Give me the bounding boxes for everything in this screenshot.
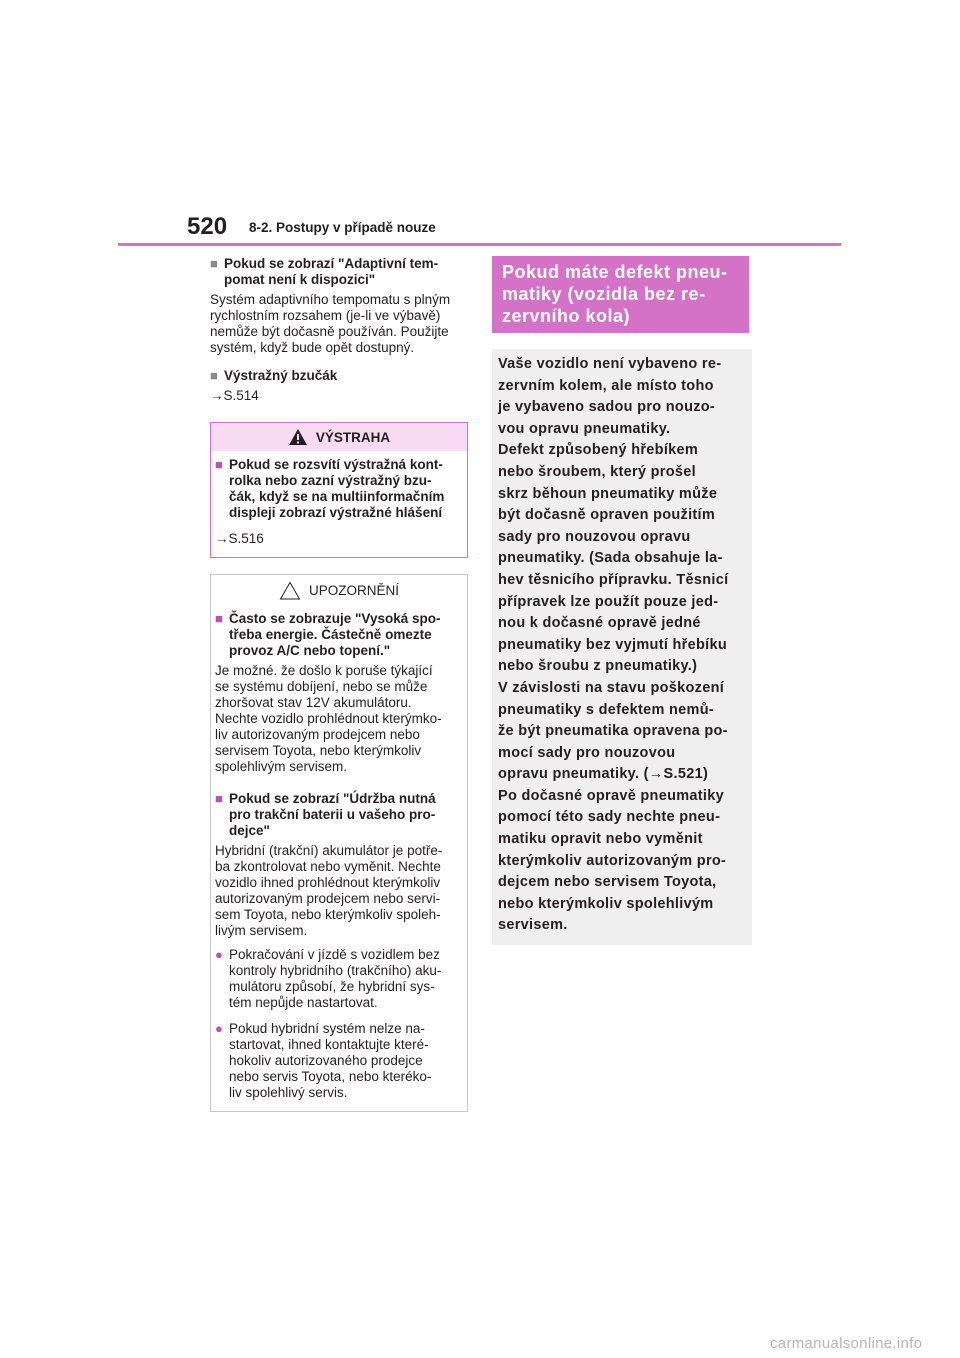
subheading-adaptive-cruise — [210, 256, 468, 288]
page-reference: →S.516 — [215, 531, 264, 546]
section-title: 8-2. Postupy v případě nouze — [249, 220, 436, 235]
notice-item-energy — [215, 611, 459, 659]
bullet-text: Pokud hybridní systém nelze na- startovat, ihned kontaktujte které- hokoliv autorizovaného prodejce nebo servis Toyota, nebo kteréko- liv spolehlivý servis. — [229, 1021, 432, 1100]
square-bullet-icon: ■ — [215, 611, 223, 626]
warning-header — [211, 423, 467, 451]
subheading-buzzer — [210, 368, 468, 384]
left-column — [210, 256, 468, 1112]
subheading-text: Výstražný bzučák — [224, 368, 338, 383]
watermark: carmanualsonline.info — [770, 1335, 923, 1352]
square-bullet-icon: ■ — [210, 256, 218, 271]
page-number: 520 — [187, 213, 228, 240]
notice-header — [211, 575, 467, 605]
warning-item — [215, 457, 459, 521]
notice-item-title: Pokud se zobrazí "Údržba nutná pro trakční baterii u vašeho pro- dejce" — [229, 791, 436, 838]
right-info-text: Vaše vozidlo není vybaveno re- zervním kolem, ale místo toho je vybaveno sadou pro nouzo- vou opravu pneumatiky. Defekt způsobený hřebíkem nebo šroubem, který prošel skrz běhoun pneumatiky může být dočasně opraven použitím sady pro nouzovou opravu pneumatiky. (Sada obsahuje la- hev těsnicího přípravku. Těsnicí přípravek lze použít pouze jed- nou k dočasné opravě jedné pneumatiky bez vyjmutí hřebíku nebo šroubu z pneumatiky.) V závislosti na stavu poškození pneumatiky s defektem nemů- že být pneumatika opravena po- mocí sady pro nouzovou opravu pneumatiky. (→S.521) Po dočasné opravě pneumatiky pomocí této sady nechte pneu- matiku opravit nebo vyměnit kterýmkoliv autorizovaným pro- dejcem nebo servisem Toyota, nebo kterýmkoliv spolehlivým servisem. — [498, 356, 729, 934]
round-bullet-icon: ● — [215, 947, 223, 962]
warning-triangle-icon — [288, 428, 308, 446]
notice-label: UPOZORNĚNÍ — [308, 582, 399, 598]
subheading-text: Pokud se zobrazí "Adaptivní tem- pomat není k dispozici" — [224, 256, 439, 287]
warning-box — [210, 422, 468, 558]
notice-item-text: Hybridní (trakční) akumulátor je potře- ba zkontrolovat nebo vyměnit. Nechte vozidlo ihned prohlédnout kterýmkoliv autorizovaným prodejcem nebo servi- sem Toyota, nebo kterýmkoliv spoleh- livým servisem. — [215, 843, 443, 938]
right-info-panel — [492, 349, 752, 945]
caution-triangle-icon — [279, 581, 301, 600]
right-section-title: Pokud máte defekt pneu- matiky (vozidla bez re- zervního kola) — [492, 256, 749, 333]
paragraph-adaptive-cruise: Systém adaptivního tempomatu s plným rychlostním rozsahem (je-li ve výbavě) nemůže být dočasně používán. Použijte systém, když bude opět dostupný. — [210, 292, 451, 355]
notice-box — [210, 574, 468, 1112]
page-reference: →S.514 — [210, 388, 259, 403]
bullet-item — [215, 947, 459, 1011]
notice-item-text: Je možné. že došlo k poruše týkající se systému dobíjení, nebo se může zhoršovat stav 12V akumulátoru. Nechte vozidlo prohlédnout kterýmko- liv autorizovaným prodejcem nebo servisem Toyota, nebo kterýmkoliv spolehlivým servisem. — [215, 663, 442, 774]
header-rule — [118, 243, 841, 246]
square-bullet-icon: ■ — [210, 368, 218, 383]
notice-item-battery — [215, 791, 459, 839]
square-bullet-icon: ■ — [215, 791, 223, 806]
square-bullet-icon: ■ — [215, 457, 223, 472]
round-bullet-icon: ● — [215, 1021, 223, 1036]
bullet-text: Pokračování v jízdě s vozidlem bez kontroly hybridního (trakčního) aku- mulátoru způsobí, že hybridní sys- tém nepůjde nastartovat. — [229, 947, 442, 1010]
notice-item-title: Často se zobrazuje "Vysoká spo- třeba energie. Částečně omezte provoz A/C nebo topení." — [229, 611, 441, 658]
bullet-item — [215, 1021, 459, 1101]
warning-label: VÝSTRAHA — [315, 429, 391, 445]
warning-item-text: Pokud se rozsvítí výstražná kont- rolka nebo zazní výstražný bzu- čák, když se na multiinformačním displeji zobrazí výstražné hlášení — [229, 457, 445, 520]
